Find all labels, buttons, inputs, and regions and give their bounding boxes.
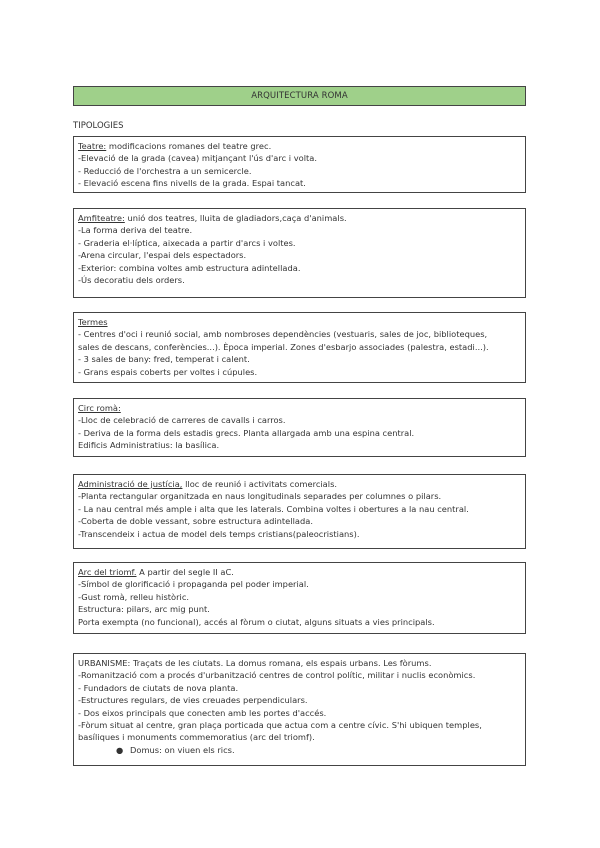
administracio-line: -Transcendeix i actua de model dels temps cristians(paleocristians). bbox=[78, 528, 360, 539]
amfiteatre-heading: Amfiteatre: bbox=[78, 213, 125, 223]
urbanisme-line: - Fundadors de ciutats de nova planta. bbox=[78, 682, 239, 693]
arc-heading-line bbox=[78, 566, 521, 578]
amfiteatre-line: - Graderia el·líptica, aixecada a partir d'arcs i voltes. bbox=[78, 237, 296, 248]
arc-intro: A partir del segle II aC. bbox=[136, 567, 234, 577]
teatre-intro: modificacions romanes del teatre grec. bbox=[106, 141, 272, 151]
box-teatre bbox=[73, 136, 526, 193]
arc-line: Porta exempta (no funcional), accés al fòrum o ciutat, alguns situats a vies principals. bbox=[78, 616, 435, 627]
termes-heading-line bbox=[78, 316, 521, 328]
amfiteatre-heading-line bbox=[78, 212, 521, 224]
administracio-line: -Coberta de doble vessant, sobre estructura adintellada. bbox=[78, 516, 313, 527]
document-title-text: ARQUITECTURA ROMA bbox=[251, 91, 348, 101]
teatre-line: - Elevació escena fins nivells de la grada. Espai tancat. bbox=[78, 178, 306, 189]
circ-heading: Circ romà: bbox=[78, 403, 121, 413]
urbanisme-line: -Fòrum situat al centre, gran plaça porticada que actua com a centre cívic. S'hi ubiquen temples, bbox=[78, 720, 482, 731]
document-title bbox=[73, 86, 526, 106]
amfiteatre-line: -Arena circular, l'espai dels espectadors. bbox=[78, 250, 247, 261]
termes-line: - Centres d'oci i reunió social, amb nombroses dependències (vestuaris, sales de joc, biblioteques, bbox=[78, 329, 488, 340]
administracio-intro: lloc de reunió i activitats comercials. bbox=[182, 479, 338, 489]
urbanisme-line: basíliques i monuments commemoratius (arc del triomf). bbox=[78, 732, 315, 743]
teatre-line: -Elevació de la grada (cavea) mitjançant l'ús d'arc i volta. bbox=[78, 153, 318, 164]
termes-line: - Grans espais coberts per voltes i cúpules. bbox=[78, 366, 258, 377]
arc-line: Estructura: pilars, arc mig punt. bbox=[78, 604, 210, 615]
box-administracio bbox=[73, 474, 526, 549]
teatre-heading-line bbox=[78, 140, 521, 152]
box-arc bbox=[73, 562, 526, 634]
circ-line: - Deriva de la forma dels estadis grecs. Planta allargada amb una espina central. bbox=[78, 427, 415, 438]
circ-line: -Lloc de celebració de carreres de cavalls i carros. bbox=[78, 415, 286, 426]
amfiteatre-line: -La forma deriva del teatre. bbox=[78, 225, 193, 236]
urbanisme-line: -Estructures regulars, de vies creuades perpendiculars. bbox=[78, 695, 308, 706]
administracio-heading: Administració de justícia, bbox=[78, 479, 183, 489]
administracio-line: - La nau central més ample i alta que les laterals. Combina voltes i obertures a la nau central. bbox=[78, 503, 469, 514]
urbanisme-line: -Romanització com a procés d'urbanització centres de control polític, militar i nuclis econòmics. bbox=[78, 670, 476, 681]
circ-line: Edificis Administratius: la basílica. bbox=[78, 440, 220, 451]
administracio-heading-line bbox=[78, 478, 521, 490]
termes-line: sales de descans, conferències...). Època imperial. Zones d'esbarjo associades (palestra, estadi...). bbox=[78, 341, 489, 352]
amfiteatre-line: -Ús decoratiu dels orders. bbox=[78, 275, 185, 286]
arc-line: -Gust romà, relleu històric. bbox=[78, 591, 190, 602]
urbanisme-line: URBANISME: Traçats de les ciutats. La domus romana, els espais urbans. Les fòrums. bbox=[78, 658, 432, 668]
urbanisme-bullet-text: Domus: on viuen els rics. bbox=[130, 744, 235, 755]
administracio-line: -Planta rectangular organitzada en naus longitudinals separades per columnes o pilars. bbox=[78, 491, 442, 502]
box-termes bbox=[73, 312, 526, 383]
teatre-heading: Teatre: bbox=[78, 141, 107, 151]
box-urbanisme bbox=[73, 653, 526, 766]
urbanisme-bullet-item bbox=[78, 744, 521, 756]
arc-heading: Arc del triomf. bbox=[78, 567, 137, 577]
amfiteatre-intro: unió dos teatres, lluita de gladiadors,caça d'animals. bbox=[124, 213, 347, 223]
box-amfiteatre bbox=[73, 208, 526, 298]
circ-heading-line bbox=[78, 402, 521, 414]
section-label: TIPOLOGIES bbox=[73, 121, 124, 131]
termes-line: - 3 sales de bany: fred, temperat i calent. bbox=[78, 354, 250, 365]
amfiteatre-line: -Exterior: combina voltes amb estructura adintellada. bbox=[78, 262, 301, 273]
arc-line: -Símbol de glorificació i propaganda pel poder imperial. bbox=[78, 579, 309, 590]
urbanisme-line: - Dos eixos principals que conecten amb les portes d'accés. bbox=[78, 707, 327, 718]
termes-heading: Termes bbox=[78, 317, 108, 327]
bullet-icon: ● bbox=[116, 744, 124, 755]
box-circ bbox=[73, 398, 526, 457]
teatre-line: - Reducció de l'orchestra a un semicercle. bbox=[78, 165, 252, 176]
